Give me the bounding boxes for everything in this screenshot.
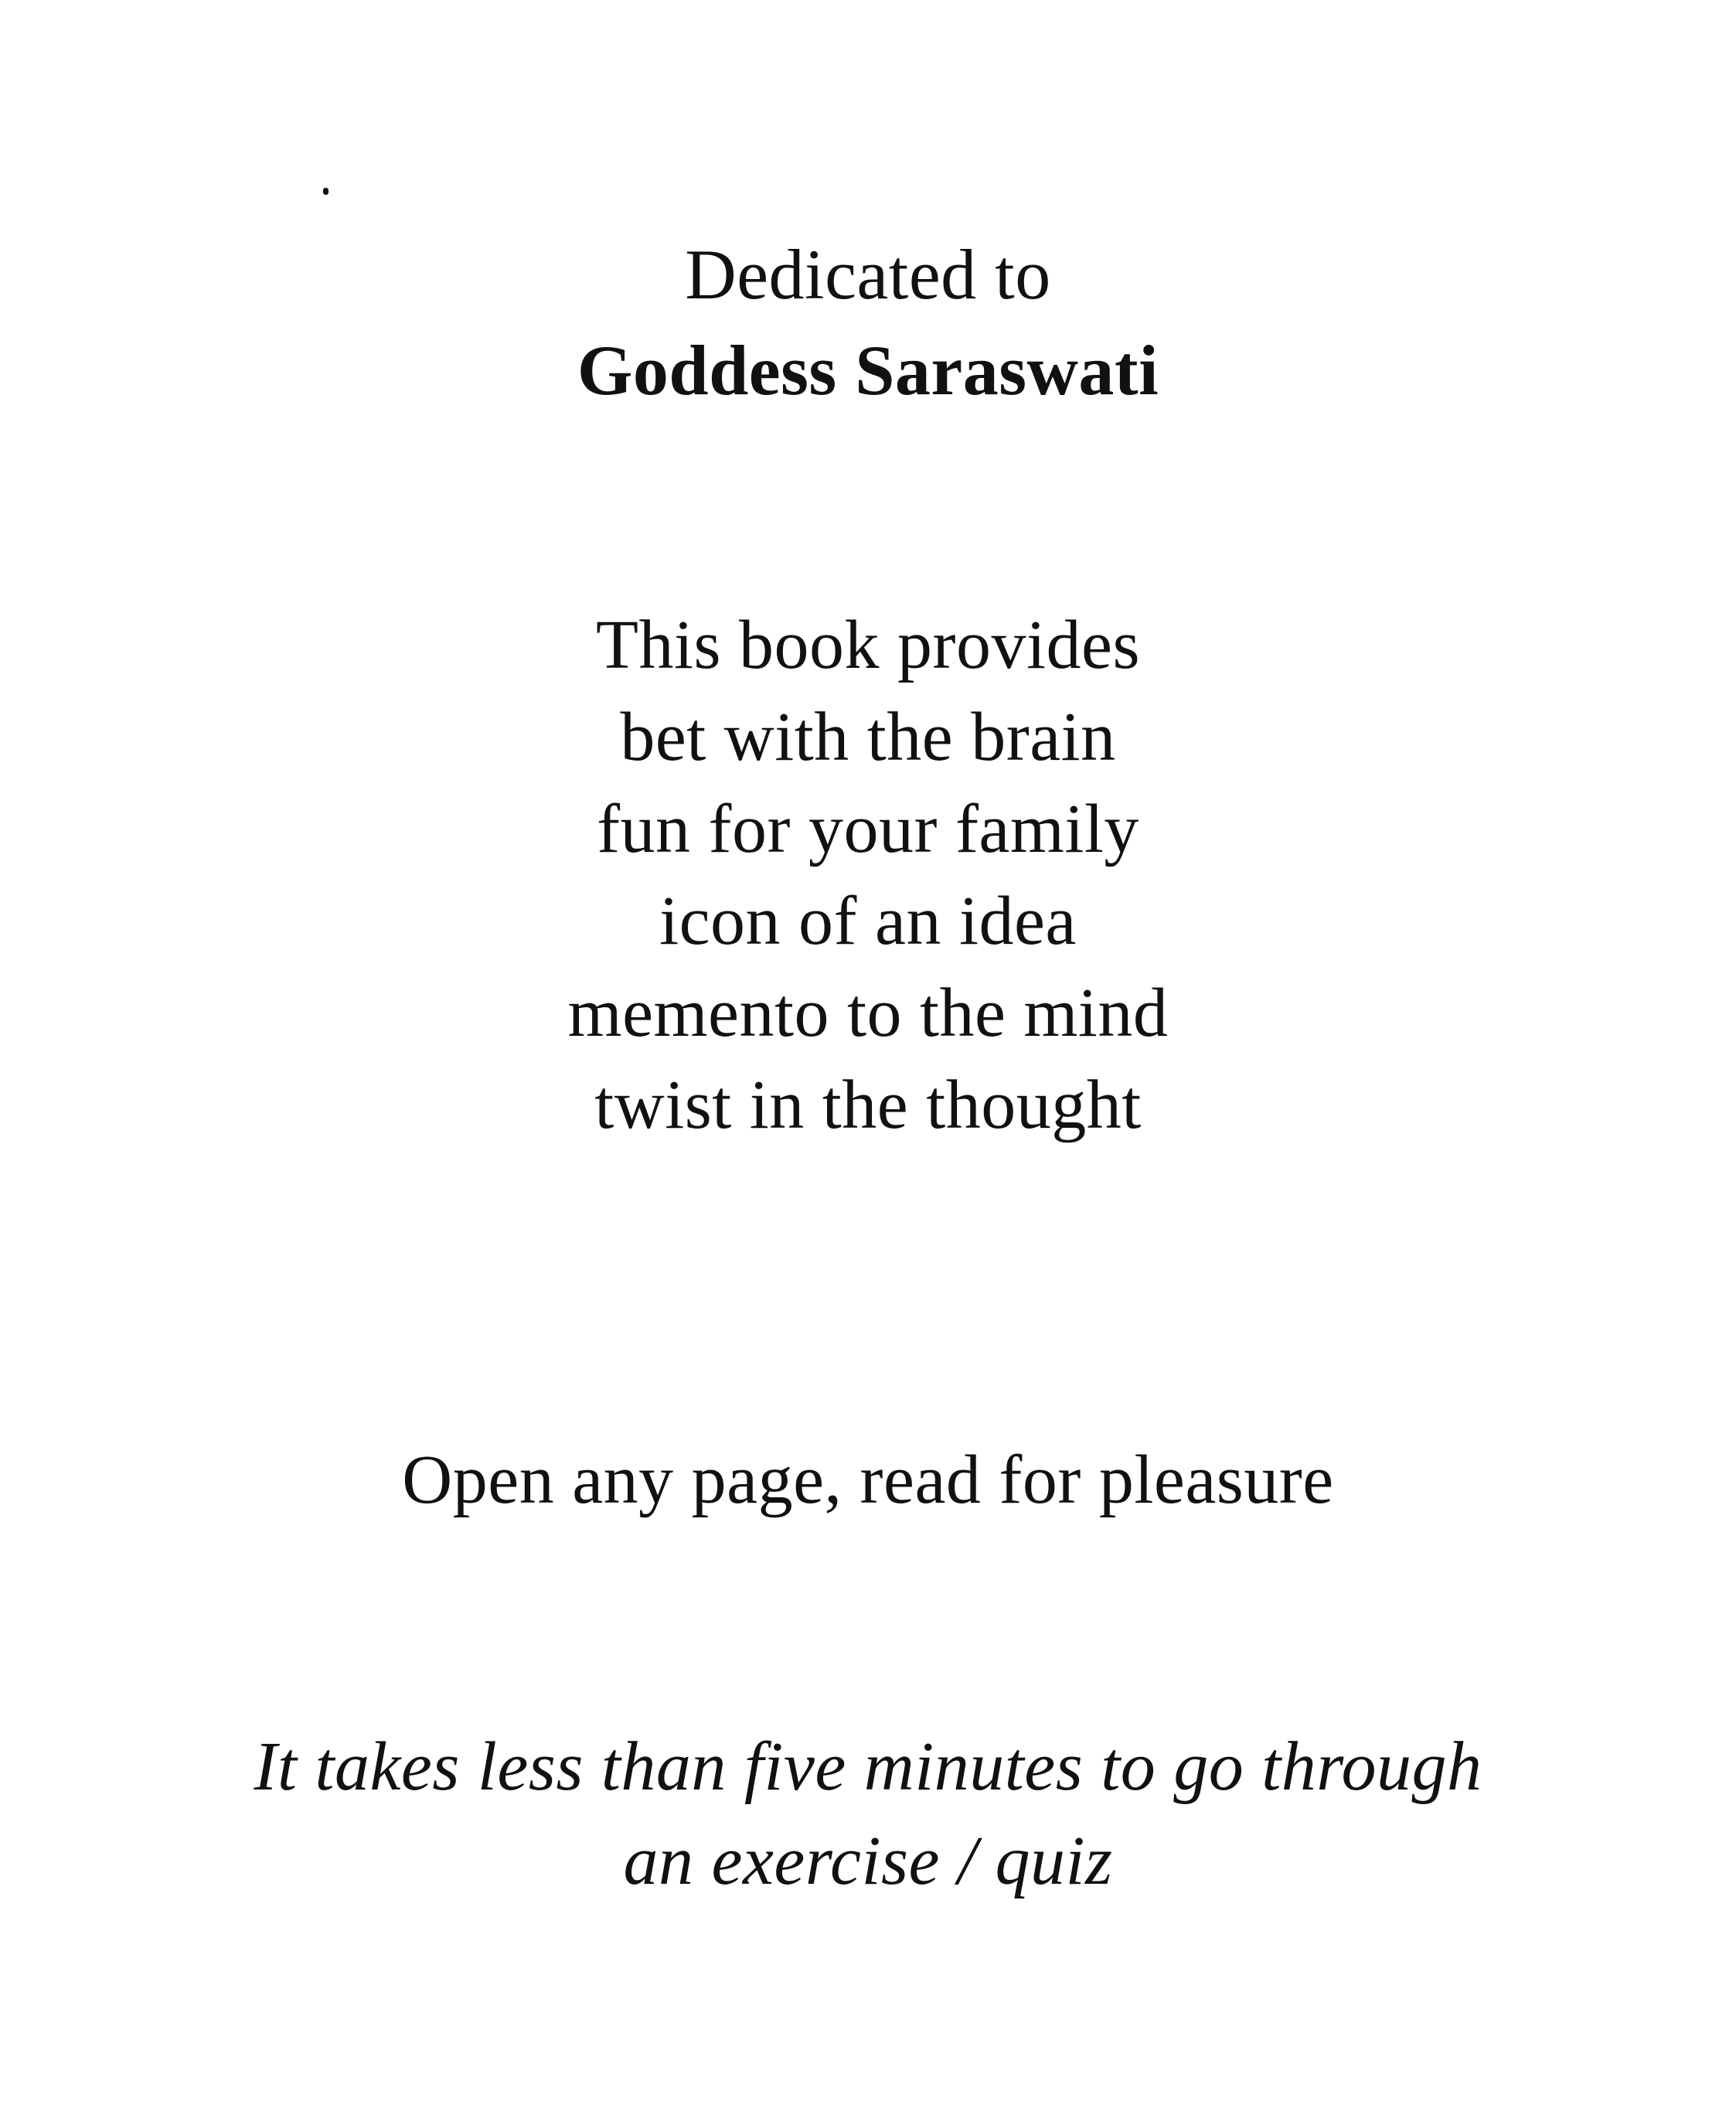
time-note-line: an exercise / quiz: [623, 1823, 1113, 1899]
provides-line: fun for your family: [597, 791, 1139, 867]
dedication-name: Goddess Saraswati: [577, 331, 1159, 410]
invitation-text: Open any page, read for pleasure: [402, 1442, 1334, 1518]
time-note-line: It takes less than five minutes to go through: [254, 1728, 1482, 1805]
dedication-intro: Dedicated to: [685, 235, 1051, 314]
provides-line: icon of an idea: [659, 883, 1077, 959]
provides-line: bet with the brain: [620, 699, 1116, 775]
time-note: [0, 1720, 1736, 1909]
provides-line: memento to the mind: [567, 975, 1169, 1051]
print-speck: [323, 188, 328, 195]
provides-line: This book provides: [596, 607, 1140, 683]
provides-line: twist in the thought: [594, 1067, 1142, 1143]
provides-list: [0, 599, 1736, 1151]
